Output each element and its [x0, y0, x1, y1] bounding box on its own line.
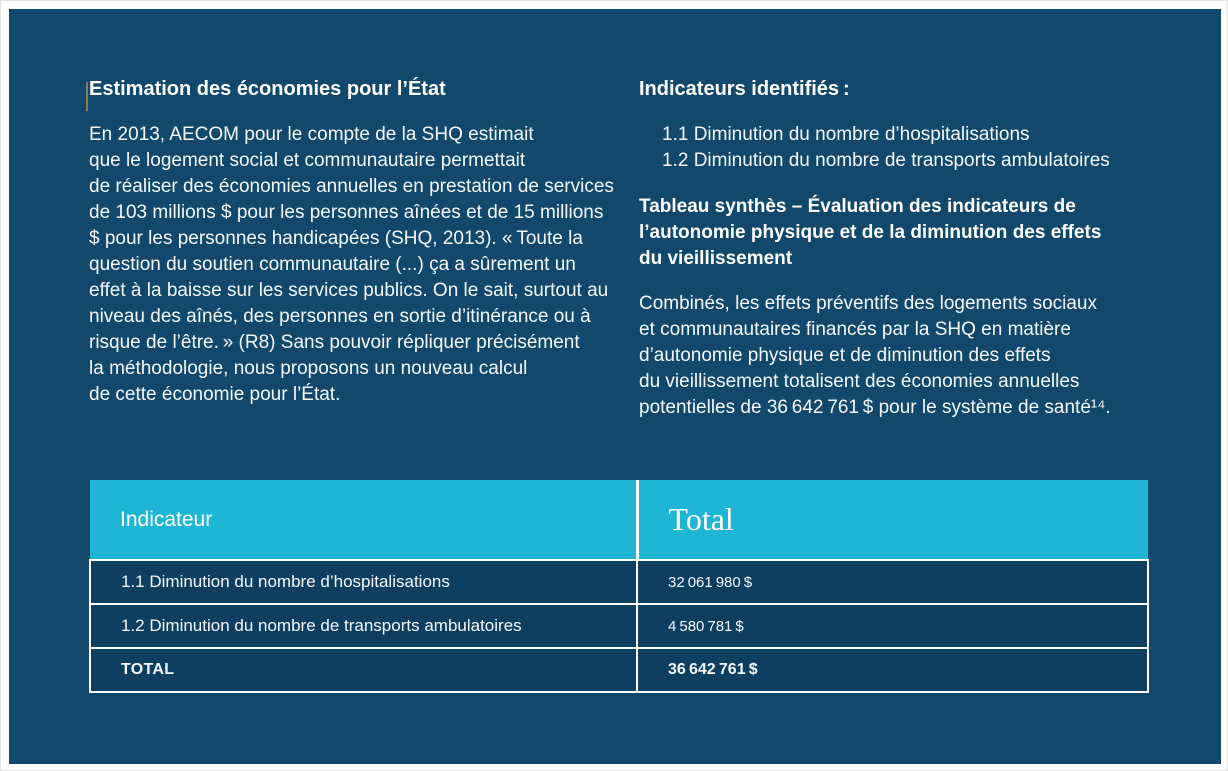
table-row-hospitalisations [90, 560, 1148, 604]
right-column [639, 75, 1139, 421]
text-line: risque de l’être. » (R8) Sans pouvoir répliquer précisément [89, 332, 580, 353]
table-header-indicator: Indicateur [90, 480, 637, 560]
table-caption [639, 194, 1139, 272]
text-line: et communautaires financés par la SHQ en matière [639, 319, 1071, 340]
left-column-paragraph [89, 122, 629, 408]
table-header-total: Total [637, 480, 1148, 560]
left-column-heading: Estimation des économies pour l’État [89, 78, 446, 100]
report-page [9, 9, 1221, 764]
text-line: que le logement social et communautaire permettait [89, 150, 526, 171]
text-line: 1.1 Diminution du nombre d’hospitalisations [662, 124, 1030, 145]
text-line: l’autonomie physique et de la diminution des effets [639, 222, 1102, 243]
text-cursor [86, 82, 88, 111]
right-column-heading: Indicateurs identifiés : [639, 78, 850, 100]
row-label: 1.1 Diminution du nombre d’hospitalisations [90, 560, 637, 604]
table-row-transports [90, 604, 1148, 648]
row-value: 4 580 781 $ [637, 604, 1148, 648]
row-label: TOTAL [90, 648, 637, 692]
summary-table [89, 480, 1149, 693]
text-line: effet à la baisse sur les services publics. On le sait, surtout au [89, 280, 609, 301]
text-line: potentielles de 36 642 761 $ pour le système de santé¹⁴. [639, 397, 1111, 418]
text-line: Tableau synthès – Évaluation des indicateurs de [639, 196, 1076, 217]
text-line: du vieillissement totalisent des économies annuelles [639, 371, 1080, 392]
right-column-paragraph [639, 291, 1139, 421]
text-line: niveau des aînés, des personnes en sortie d’itinérance ou à [89, 306, 591, 327]
row-label: 1.2 Diminution du nombre de transports ambulatoires [90, 604, 637, 648]
text-line: de 103 millions $ pour les personnes aînées et de 15 millions [89, 202, 604, 223]
indicators-list [639, 122, 1139, 174]
text-line: question du soutien communautaire (...) ça a sûrement un [89, 254, 576, 275]
text-line: d’autonomie physique et de diminution des effets [639, 345, 1051, 366]
text-line: du vieillissement [639, 248, 793, 269]
table-row-total [90, 648, 1148, 692]
row-value: 36 642 761 $ [637, 648, 1148, 692]
row-value: 32 061 980 $ [637, 560, 1148, 604]
text-line: Combinés, les effets préventifs des logements sociaux [639, 293, 1097, 314]
text-line: de cette économie pour l’État. [89, 384, 341, 405]
text-line: la méthodologie, nous proposons un nouveau calcul [89, 358, 528, 379]
text-line: En 2013, AECOM pour le compte de la SHQ estimait [89, 124, 534, 145]
text-line: de réaliser des économies annuelles en prestation de services [89, 176, 614, 197]
summary-table-container [89, 480, 1149, 693]
text-line: $ pour les personnes handicapées (SHQ, 2013). « Toute la [89, 228, 583, 249]
table-header-row [90, 480, 1148, 560]
left-column [89, 75, 629, 408]
text-line: 1.2 Diminution du nombre de transports ambulatoires [662, 150, 1110, 171]
